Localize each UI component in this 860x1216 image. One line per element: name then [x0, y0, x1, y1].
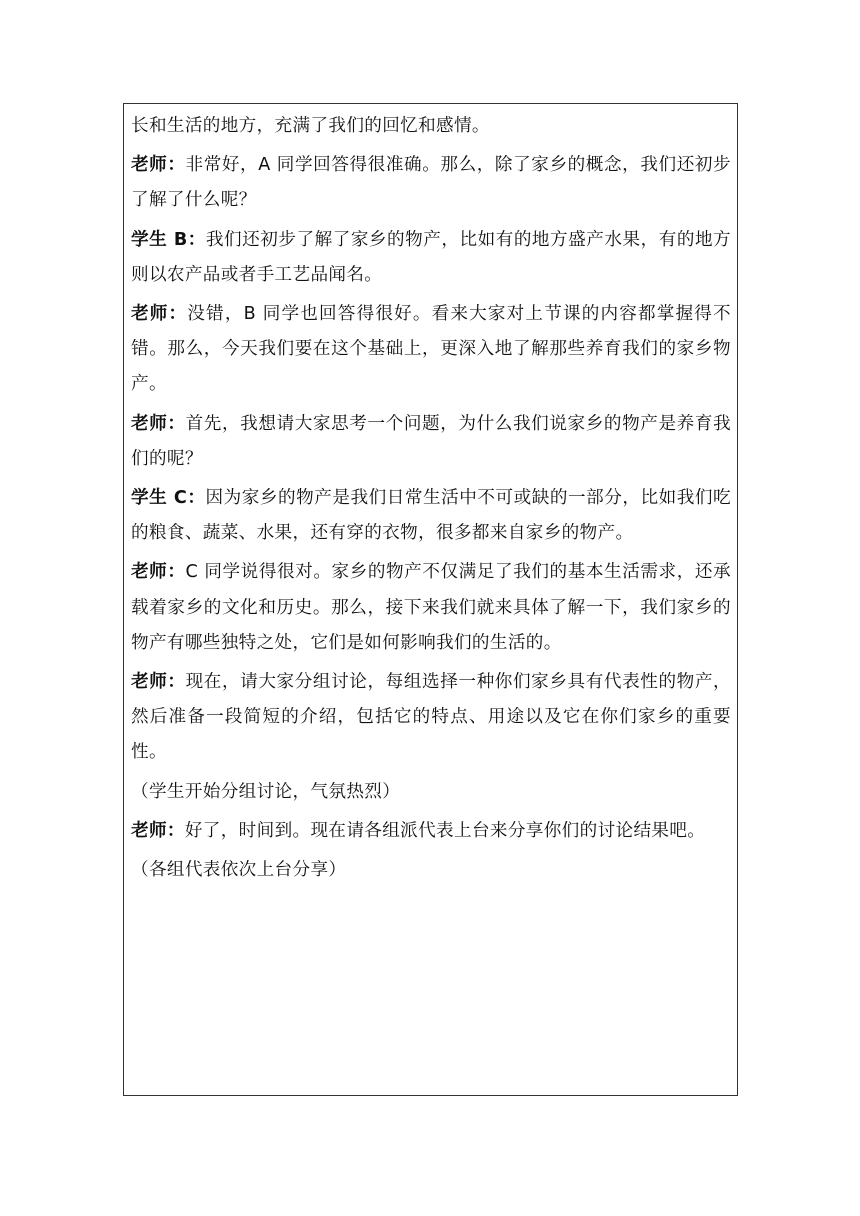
dialogue-line-teacher: [131, 665, 731, 771]
dialogue-line-teacher: [131, 148, 731, 218]
lesson-dialogue: [131, 109, 731, 892]
stage-direction: [131, 853, 731, 888]
speaker-label: 老师：: [131, 304, 188, 325]
stage-direction-text: （各组代表依次上台分享）: [131, 860, 347, 881]
paragraph-text: 长和生活的地方，充满了我们的回忆和感情。: [131, 116, 490, 136]
stage-direction-text: （学生开始分组讨论，气氛热烈）: [131, 781, 401, 802]
stage-direction: [131, 775, 731, 810]
dialogue-text: 现在，请大家分组讨论，每组选择一种你们家乡具有代表性的物产，然后准备一段简短的介绍，包括它的特点、用途以及它在你们家乡的重要性。: [131, 672, 731, 763]
dialogue-text: 我们还初步了解了家乡的物产，比如有的地方盛产水果，有的地方则以农产品或者手工艺品闻名。: [131, 229, 731, 285]
dialogue-line-student-b: [131, 223, 731, 293]
paragraph-continuation: [131, 109, 731, 144]
dialogue-line-teacher: [131, 555, 731, 661]
dialogue-text: 没错，B 同学也回答得很好。看来大家对上节课的内容都掌握得不错。那么，今天我们要在这个基础上，更深入地了解那些养育我们的家乡物产。: [131, 304, 731, 395]
speaker-label: 学生 B：: [131, 229, 206, 250]
dialogue-text: 因为家乡的物产是我们日常生活中不可或缺的一部分，比如我们吃的粮食、蔬菜、水果，还有穿的衣物，很多都来自家乡的物产。: [131, 488, 732, 544]
dialogue-line-teacher: [131, 814, 731, 849]
dialogue-text: 非常好，A 同学回答得很准确。那么，除了家乡的概念，我们还初步了解了什么呢？: [131, 155, 731, 211]
speaker-label: 老师：: [131, 672, 186, 693]
dialogue-text: 好了，时间到。现在请各组派代表上台来分享你们的讨论结果吧。: [184, 820, 706, 841]
dialogue-text: C 同学说得很对。家乡的物产不仅满足了我们的基本生活需求，还承载着家乡的文化和历史。那么，接下来我们就来具体了解一下，我们家乡的物产有哪些独特之处，它们是如何影响我们的生活的。: [131, 562, 731, 653]
dialogue-line-teacher: [131, 407, 731, 477]
dialogue-line-student-c: [131, 481, 731, 551]
speaker-label: 老师：: [131, 820, 185, 841]
speaker-label: 老师：: [131, 562, 186, 583]
dialogue-text: 首先，我想请大家思考一个问题，为什么我们说家乡的物产是养育我们的呢？: [131, 413, 731, 469]
speaker-label: 老师：: [131, 155, 186, 176]
speaker-label: 学生 C：: [131, 488, 206, 509]
dialogue-line-teacher: [131, 297, 731, 403]
speaker-label: 老师：: [131, 413, 186, 434]
